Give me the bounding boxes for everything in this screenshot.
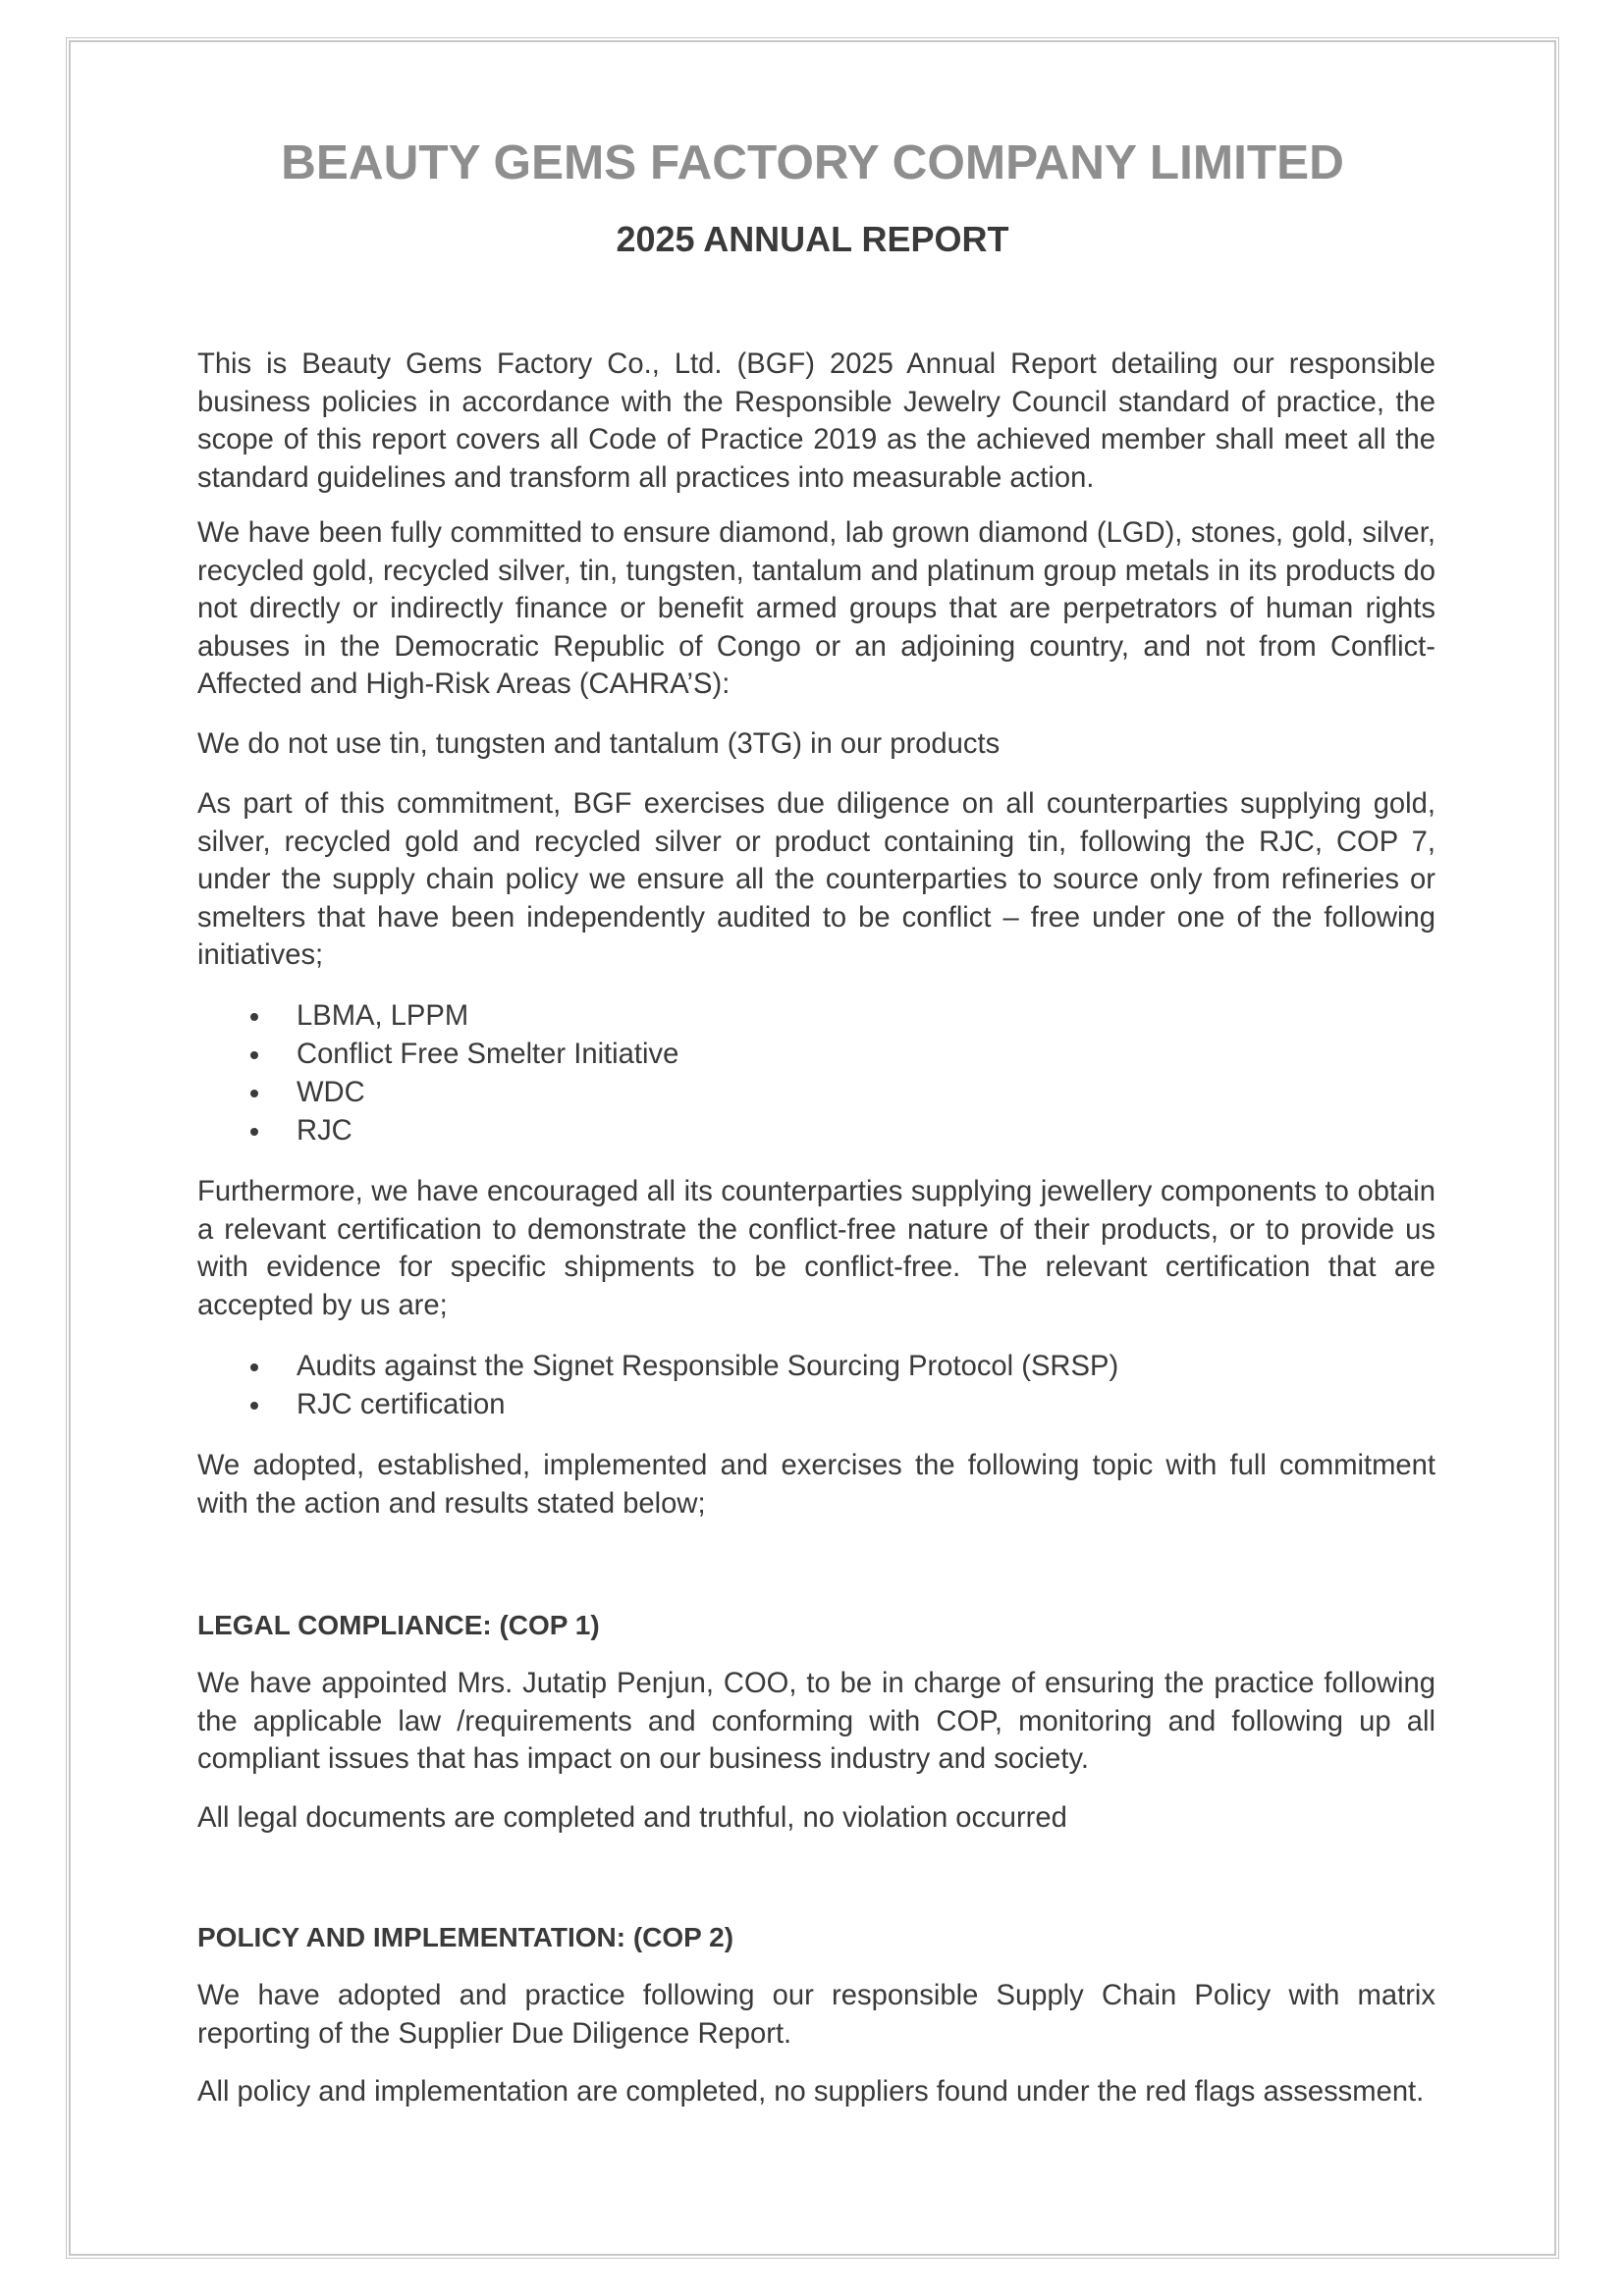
section-heading-policy-implementation: POLICY AND IMPLEMENTATION: (COP 2) (197, 1922, 734, 1952)
intro-paragraph-adoption: We adopted, established, implemented and exercises the following topic with full commitment with the action and results stated below; (197, 1450, 1435, 1520)
intro-paragraph-commitment: We have been fully committed to ensure diamond, lab grown diamond (LGD), stones, gold, silver, recycled gold, recycled silver, tin, tungsten, tantalum and platinum group metals in its products do not directly or indirectly finance or benefit armed groups that are perpetrators of human rights abuses in the Democratic Republic of Congo or an adjoining country, and not from Conflict-Affected and High-Risk Areas (CAHRA’S): (197, 517, 1435, 700)
initiatives-list (197, 997, 678, 1150)
list-item-text: LBMA, LPPM (297, 1000, 469, 1032)
bullet-icon (250, 1128, 258, 1136)
list-item (197, 997, 678, 1036)
list-item (197, 1074, 678, 1112)
section-heading-legal-compliance: LEGAL COMPLIANCE: (COP 1) (197, 1610, 600, 1640)
list-item (197, 1348, 1118, 1386)
certifications-list (197, 1348, 1118, 1424)
list-item-text: Conflict Free Smelter Initiative (297, 1039, 679, 1070)
legal-compliance-paragraph: We have appointed Mrs. Jutatip Penjun, COO, to be in charge of ensuring the practice following the applicable law /requirements and conforming with COP, monitoring and following up all compliant issues that has impact on our business industry and society. (197, 1668, 1435, 1775)
policy-implementation-paragraph: We have adopted and practice following our responsible Supply Chain Policy with matrix reporting of the Supplier Due Diligence Report. (197, 1980, 1435, 2050)
company-title: BEAUTY GEMS FACTORY COMPANY LIMITED (281, 135, 1344, 189)
legal-compliance-result: All legal documents are completed and truthful, no violation occurred (197, 1802, 1067, 1834)
list-item (197, 1036, 678, 1074)
bullet-icon (250, 1363, 258, 1371)
bullet-icon (250, 1051, 258, 1059)
list-item (197, 1112, 678, 1150)
intro-paragraph-certification: Furthermore, we have encouraged all its counterparties supplying jewellery components to obtain a relevant certification to demonstrate the conflict-free nature of their products, or to provide us with evidence for specific shipments to be conflict-free. The relevant certification that are accepted by us are; (197, 1176, 1435, 1321)
list-item-text: RJC certification (297, 1389, 506, 1420)
intro-paragraph-scope: This is Beauty Gems Factory Co., Ltd. (BGF) 2025 Annual Report detailing our responsible business policies in accordance with the Responsible Jewelry Council standard of practice, the scope of this report covers all Code of Practice 2019 as the achieved member shall meet all the standard guidelines and transform all practices into measurable action. (197, 348, 1435, 494)
list-item (197, 1386, 1118, 1424)
bullet-icon (250, 1013, 258, 1021)
list-item-text: RJC (297, 1115, 352, 1147)
report-subtitle: 2025 ANNUAL REPORT (616, 219, 1009, 259)
bullet-icon (250, 1090, 258, 1097)
policy-implementation-result: All policy and implementation are completed, no suppliers found under the red flags assessment. (197, 2076, 1425, 2108)
intro-paragraph-due-diligence: As part of this commitment, BGF exercises due diligence on all counterparties supplying gold, silver, recycled gold and recycled silver or product containing tin, following the RJC, COP 7, under the supply chain policy we ensure all the counterparties to source only from refineries or smelters that have been independently audited to be conflict – free under one of the following initiatives; (197, 788, 1435, 971)
list-item-text: Audits against the Signet Responsible Sourcing Protocol (SRSP) (297, 1351, 1119, 1382)
bullet-icon (250, 1402, 258, 1410)
intro-paragraph-3tg: We do not use tin, tungsten and tantalum (3TG) in our products (197, 728, 1001, 760)
list-item-text: WDC (297, 1077, 365, 1108)
